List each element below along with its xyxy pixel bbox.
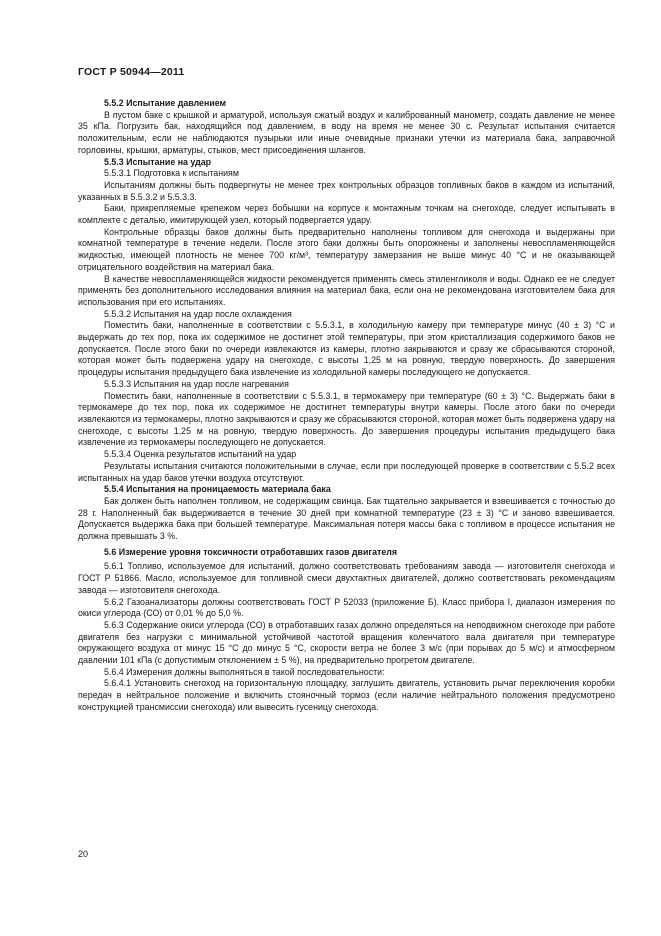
paragraph: В качестве невоспламеняющейся жидкости рекомендуется применять смесь этиленгликоля и воды. Однако ее не следует применять без дополнительного исследования влияния на материал бака, если она не рекомендована изготовителем бака для использования при его испытаниях.	[78, 273, 615, 307]
paragraph: 5.5.3.2 Испытания на удар после охлаждения	[104, 308, 292, 319]
paragraph: 5.6.2 Газоанализаторы должны соответствовать ГОСТ Р 52033 (приложение Б). Класс прибора I, диапазон измерения по окиси углерода (СО) от 0,01 % до 5,0 %.	[78, 596, 615, 619]
paragraph: Бак должен быть наполнен топливом, не содержащим свинца. Бак тщательно закрывается и взвешивается с точностью до 28 г. Наполненный бак выдерживается в течение 30 дней при комнатной температуре (23 ± 3) °С и заново взвешивается. Допускается выдержка бака при большей температуре. Максимальная потеря массы бака с топливом в процессе испытания не должна превышать 3 %.	[78, 495, 615, 542]
paragraph: В пустом баке с крышкой и арматурой, используя сжатый воздух и калиброванный манометр, создать давление не менее 35 кПа. Погрузить бак, находящийся под давлением, в воду на время не менее 30 с. Результат испытания считается положительным, если не наблюдаются пузырьки или иные очевидные признаки утечки из материала бака, заправочной горловины, крышки, арматуры, стыков, мест присоединения шлангов.	[78, 109, 615, 155]
paragraph: Контрольные образцы баков должны быть предварительно наполнены топливом для снегохода и выдержаны при комнатной температуре в течение недели. После этого баки должны быть опорожнены и заполнены невоспламеняющейся жидкостью, имеющей плотность не менее 700 кг/м³, температуру замерзания не выше минус 40 °С и не оказывающей отрицательного воздействия на материал бака.	[78, 226, 615, 272]
paragraph: 5.6.3 Содержание окиси углерода (СО) в отработавших газах должно определяться на неподвижном снегоходе при работе двигателя без нагрузки с минимальной устойчивой частотой вращения коленчатого вала двигателя при температуре окружающего воздуха от минус 15 °С до минус 5 °С, скорости ветра не более 3 м/с (при порывах до 5 м/с) и атмосферном давлении 101 кПа (с допустимым отклонением ± 5 %), на предварительно прогретом двигателе.	[78, 619, 615, 666]
paragraph: 5.5.3.1 Подготовка к испытаниям	[104, 168, 239, 179]
section-heading: 5.6 Измерение уровня токсичности отработавших газов двигателя	[104, 546, 398, 557]
paragraph: 5.6.4 Измерения должны выполняться в такой последовательности:	[104, 666, 385, 677]
document-header: ГОСТ Р 50944—2011	[78, 66, 185, 78]
paragraph: 5.6.1 Топливо, используемое для испытаний, должно соответствовать требованиям завода — изготовителя снегохода и ГОСТ Р 51866. Масло, используемое для топливной смеси двухтактных двигателей, должно соответствовать рекомендациям завода — изготовителя снегохода.	[78, 561, 615, 595]
document-body	[78, 94, 615, 714]
paragraph: 5.5.3.4 Оценка результатов испытаний на удар	[104, 449, 297, 460]
section-heading: 5.5.2 Испытание давлением	[104, 98, 227, 108]
paragraph: Баки, прикрепляемые крепежом через бобышки на корпусе к монтажным точкам на снегоходе, следует испытывать в комплекте с деталью, имитирующей узел, который подвергается удару.	[78, 203, 615, 226]
paragraph: Поместить баки, наполненные в соответствии с 5.5.3.1, в холодильную камеру при температуре минус (40 ± 3) °С и выдержать до тех пор, пока их содержимое не достигнет этой температуры, при этом кристаллизация содержимого баков не допускается. После этого баки по очереди извлекаются из камеры, плотно закрываются и сразу же сбрасываются стороной, которая может быть подвержена удару на снегоходе, с высоты 1,25 м на ровную, твердую поверхность. До завершения процедуры испытания предыдущего бака извлечение из холодильной камеры последующего не допускается.	[78, 320, 615, 378]
paragraph: Испытаниям должны быть подвергнуты не менее трех контрольных образцов топливных баков в каждом из испытаний, указанных в 5.5.3.2 и 5.5.3.3.	[78, 179, 615, 202]
paragraph: 5.6.4.1 Установить снегоход на горизонтальную площадку, заглушить двигатель, установить рычаг переключения коробки передач в нейтральное положение и включить стояночный тормоз (если наличие нейтрального положения предусмотрено конструкцией трансмиссии снегохода) или вывесить гусеницу снегохода.	[78, 678, 615, 712]
paragraph: Результаты испытания считаются положительными в случае, если при последующей проверке в соответствии с 5.5.2 всех испытанных на удар баков утечки воздуха отсутствуют.	[78, 460, 615, 483]
section-heading: 5.5.3 Испытание на удар	[104, 156, 212, 167]
section-heading: 5.5.4 Испытания на проницаемость материала бака	[104, 484, 331, 495]
paragraph: 5.5.3.3 Испытания на удар после нагревания	[104, 378, 289, 389]
paragraph: Поместить баки, наполненные в соответствии с 5.5.3.1, в термокамеру при температуре (60 ± 3) °С. Выдержать баки в термокамере до тех пор, пока их содержимое не достигнет температуры внутри камеры. После этого баки по очереди извлекаются из термокамеры, плотно закрываются и сразу же сбрасываются стороной, которая может быть подвержена удару на снегоходе, с высоты 1,25 м на ровную, твердую поверхность. До завершения процедуры испытания предыдущего бака извлечение из термокамеры последующего не допускается.	[78, 390, 615, 448]
page-number: 20	[78, 849, 89, 859]
